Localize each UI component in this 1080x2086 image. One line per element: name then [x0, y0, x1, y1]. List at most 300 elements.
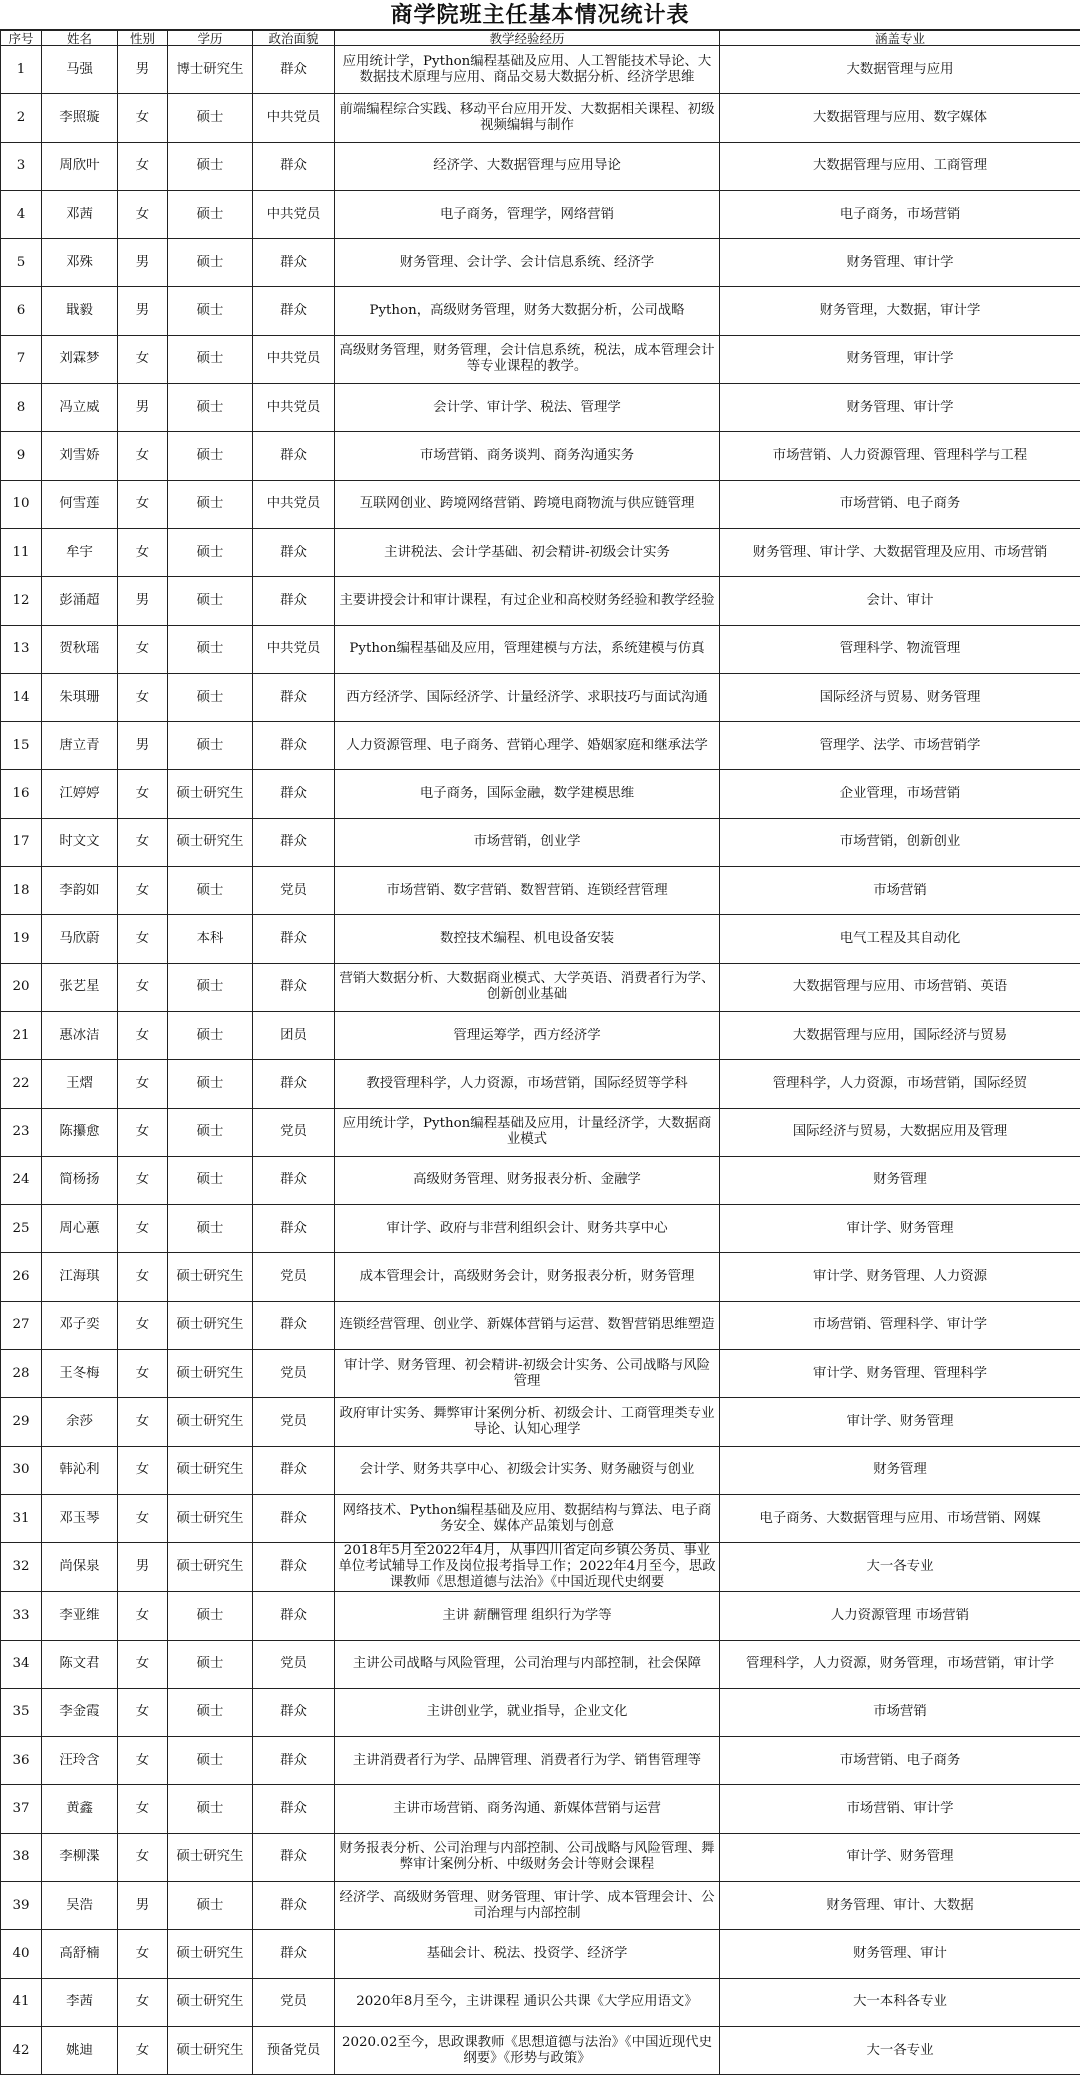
- header-row: [1, 31, 1080, 46]
- cell-teacher-name: [42, 46, 118, 94]
- gender-text: 女: [135, 641, 150, 657]
- cell-teaching-experience: [335, 1060, 720, 1108]
- cell-teacher-name: [42, 94, 118, 142]
- row-number-text: 7: [16, 351, 26, 367]
- teaching-experience-text: 前端编程综合实践、移动平台应用开发、大数据相关课程、初级视频编辑与制作: [339, 101, 715, 133]
- cell-gender: [118, 1108, 168, 1156]
- cell-majors: [720, 1301, 1080, 1349]
- teacher-name-text: 贺秋瑶: [59, 641, 100, 657]
- gender-text: 男: [135, 1897, 150, 1913]
- cell-teacher-name: [42, 1060, 118, 1108]
- education-text: 硕士研究生: [176, 1510, 244, 1526]
- majors-text: 管理科学，人力资源，财务管理，市场营销，审计学: [746, 1656, 1054, 1672]
- cell-majors: [720, 287, 1080, 335]
- teacher-name-text: 唐立青: [59, 737, 100, 753]
- cell-education: [168, 384, 253, 432]
- education-text: 硕士: [196, 1027, 224, 1043]
- gender-text: 女: [135, 1172, 150, 1188]
- teacher-name-text: 李柳渫: [59, 1849, 100, 1865]
- gender-text: 女: [135, 1220, 150, 1236]
- political-status-text: 群众: [280, 1945, 307, 1961]
- row-number-text: 42: [12, 2042, 30, 2058]
- gender-text: 女: [135, 2042, 150, 2058]
- gender-text: 女: [135, 979, 150, 995]
- gender-text: 女: [135, 1365, 150, 1381]
- cell-row-number: [1, 239, 42, 287]
- cell-majors: [720, 46, 1080, 94]
- table-row: [1, 1592, 1080, 1640]
- teaching-experience-text: 审计学、财务管理、初会精讲-初级会计实务、公司战略与风险管理: [343, 1357, 711, 1389]
- teacher-name-text: 李照璇: [59, 109, 100, 125]
- teaching-experience-text: 主讲税法、会计学基础、初会精讲-初级会计实务: [384, 544, 670, 560]
- cell-teacher-name: [42, 1301, 118, 1349]
- cell-majors: [720, 1688, 1080, 1736]
- cell-teaching-experience: [335, 432, 720, 480]
- cell-political-status: [253, 2026, 335, 2074]
- cell-education: [168, 480, 253, 528]
- cell-gender: [118, 1253, 168, 1301]
- row-number-text: 15: [12, 737, 30, 753]
- cell-teaching-experience: [335, 1592, 720, 1640]
- table-row: [1, 1301, 1080, 1349]
- teaching-experience-text: Python编程基础及应用，管理建模与方法，系统建模与仿真: [349, 641, 705, 657]
- cell-gender: [118, 1446, 168, 1494]
- cell-row-number: [1, 577, 42, 625]
- political-status-text: 中共党员: [266, 496, 321, 512]
- cell-teacher-name: [42, 1543, 118, 1592]
- teacher-name-text: 张艺星: [59, 979, 100, 995]
- row-number-text: 9: [16, 448, 26, 464]
- majors-text: 大一各专业: [866, 2042, 934, 2058]
- cell-row-number: [1, 963, 42, 1011]
- cell-row-number: [1, 1543, 42, 1592]
- education-text: 硕士研究生: [176, 1559, 244, 1575]
- majors-text: 大数据管理与应用，国际经济与贸易: [792, 1027, 1008, 1043]
- majors-text: 审计学、财务管理: [846, 1413, 954, 1429]
- cell-majors: [720, 1011, 1080, 1059]
- teaching-experience-text: 主讲公司战略与风险管理，公司治理与内部控制，社会保障: [352, 1656, 702, 1672]
- cell-teaching-experience: [335, 1833, 720, 1881]
- political-status-text: 党员: [280, 1413, 307, 1429]
- gender-text: 男: [135, 303, 150, 319]
- cell-majors: [720, 1205, 1080, 1253]
- cell-majors: [720, 1833, 1080, 1881]
- majors-text: 市场营销: [873, 1704, 927, 1720]
- majors-text: 财务管理，大数据，审计学: [819, 303, 981, 319]
- political-status-text: 群众: [280, 1510, 307, 1526]
- majors-text: 大数据管理与应用: [846, 61, 954, 77]
- cell-education: [168, 1350, 253, 1398]
- cell-majors: [720, 528, 1080, 576]
- row-number-text: 10: [12, 496, 30, 512]
- cell-political-status: [253, 577, 335, 625]
- row-number-text: 8: [16, 399, 26, 415]
- table-row: [1, 818, 1080, 866]
- teacher-name-text: 简杨扬: [59, 1172, 100, 1188]
- cell-gender: [118, 190, 168, 238]
- education-text: 硕士: [196, 351, 224, 367]
- cell-row-number: [1, 1592, 42, 1640]
- table-row: [1, 1785, 1080, 1833]
- majors-text: 大数据管理与应用、数字媒体: [812, 109, 988, 125]
- cell-majors: [720, 1881, 1080, 1929]
- row-number-text: 18: [12, 882, 30, 898]
- cell-political-status: [253, 1688, 335, 1736]
- cell-majors: [720, 1978, 1080, 2026]
- header-majors: 涵盖专业: [720, 31, 1080, 46]
- education-text: 硕士研究生: [176, 1849, 244, 1865]
- majors-text: 电气工程及其自动化: [839, 930, 961, 946]
- cell-majors: [720, 770, 1080, 818]
- table-row: [1, 1253, 1080, 1301]
- teaching-experience-text: 市场营销、数字营销、数智营销、连锁经营管理: [386, 882, 668, 898]
- row-number-text: 4: [16, 206, 26, 222]
- cell-teacher-name: [42, 1253, 118, 1301]
- cell-teaching-experience: [335, 528, 720, 576]
- row-number-text: 27: [12, 1317, 30, 1333]
- cell-gender: [118, 1060, 168, 1108]
- education-text: 硕士: [196, 206, 224, 222]
- cell-gender: [118, 239, 168, 287]
- cell-political-status: [253, 1881, 335, 1929]
- cell-row-number: [1, 2026, 42, 2074]
- political-status-text: 群众: [280, 254, 307, 270]
- majors-text: 财务管理: [873, 1462, 927, 1478]
- cell-education: [168, 1930, 253, 1978]
- cell-row-number: [1, 480, 42, 528]
- political-status-text: 群众: [280, 930, 307, 946]
- cell-teaching-experience: [335, 1350, 720, 1398]
- cell-gender: [118, 818, 168, 866]
- majors-text: 管理科学，人力资源，市场营销，国际经贸: [772, 1075, 1028, 1091]
- cell-teacher-name: [42, 287, 118, 335]
- cell-row-number: [1, 94, 42, 142]
- teacher-name-text: 牟宇: [66, 544, 93, 560]
- teacher-name-text: 高舒楠: [59, 1945, 100, 1961]
- cell-political-status: [253, 867, 335, 915]
- gender-text: 女: [135, 496, 150, 512]
- cell-gender: [118, 335, 168, 383]
- cell-education: [168, 528, 253, 576]
- political-status-text: 中共党员: [266, 206, 321, 222]
- cell-majors: [720, 625, 1080, 673]
- cell-majors: [720, 239, 1080, 287]
- cell-row-number: [1, 770, 42, 818]
- row-number-text: 34: [12, 1656, 30, 1672]
- majors-text: 财务管理、审计: [853, 1945, 947, 1961]
- table-row: [1, 1688, 1080, 1736]
- teaching-experience-text: 成本管理会计，高级财务会计，财务报表分析，财务管理: [359, 1269, 695, 1285]
- row-number-text: 38: [12, 1849, 30, 1865]
- education-text: 硕士: [196, 1752, 224, 1768]
- cell-row-number: [1, 142, 42, 190]
- cell-teaching-experience: [335, 577, 720, 625]
- cell-teaching-experience: [335, 1494, 720, 1542]
- cell-gender: [118, 94, 168, 142]
- cell-political-status: [253, 1060, 335, 1108]
- teacher-name-text: 汪玲含: [59, 1752, 100, 1768]
- cell-row-number: [1, 1446, 42, 1494]
- row-number-text: 14: [12, 689, 30, 705]
- cell-gender: [118, 1737, 168, 1785]
- teacher-name-text: 李亚维: [59, 1607, 100, 1623]
- political-status-text: 群众: [280, 61, 307, 77]
- cell-teacher-name: [42, 1108, 118, 1156]
- row-number-text: 35: [12, 1704, 30, 1720]
- education-text: 硕士研究生: [176, 1317, 244, 1333]
- table-row: [1, 963, 1080, 1011]
- education-text: 硕士: [196, 303, 224, 319]
- gender-text: 男: [135, 592, 150, 608]
- row-number-text: 33: [12, 1607, 30, 1623]
- cell-row-number: [1, 915, 42, 963]
- political-status-text: 党员: [280, 1269, 307, 1285]
- cell-teaching-experience: [335, 770, 720, 818]
- cell-row-number: [1, 1060, 42, 1108]
- education-text: 硕士: [196, 592, 224, 608]
- cell-teacher-name: [42, 577, 118, 625]
- cell-teaching-experience: [335, 142, 720, 190]
- cell-teaching-experience: [335, 1688, 720, 1736]
- political-status-text: 预备党员: [266, 2042, 321, 2058]
- cell-political-status: [253, 1446, 335, 1494]
- cell-row-number: [1, 1978, 42, 2026]
- cell-political-status: [253, 335, 335, 383]
- gender-text: 女: [135, 206, 150, 222]
- teacher-name-text: 邓玉琴: [59, 1510, 100, 1526]
- cell-majors: [720, 432, 1080, 480]
- teacher-name-text: 刘雪娇: [59, 448, 100, 464]
- cell-majors: [720, 1930, 1080, 1978]
- cell-teacher-name: [42, 1978, 118, 2026]
- gender-text: 女: [135, 1704, 150, 1720]
- teacher-name-text: 惠冰洁: [59, 1027, 100, 1043]
- cell-teacher-name: [42, 480, 118, 528]
- cell-majors: [720, 1350, 1080, 1398]
- gender-text: 女: [135, 689, 150, 705]
- header-education: 学历: [168, 31, 253, 46]
- teacher-name-text: 余莎: [66, 1413, 93, 1429]
- political-status-text: 群众: [280, 1607, 307, 1623]
- gender-text: 女: [135, 109, 150, 125]
- cell-political-status: [253, 1785, 335, 1833]
- cell-teaching-experience: [335, 722, 720, 770]
- cell-row-number: [1, 1881, 42, 1929]
- cell-majors: [720, 1253, 1080, 1301]
- cell-political-status: [253, 1108, 335, 1156]
- education-text: 硕士: [196, 689, 224, 705]
- cell-political-status: [253, 963, 335, 1011]
- cell-teacher-name: [42, 1494, 118, 1542]
- cell-teaching-experience: [335, 1398, 720, 1446]
- education-text: 硕士研究生: [176, 834, 244, 850]
- table-row: [1, 915, 1080, 963]
- cell-row-number: [1, 1108, 42, 1156]
- teaching-experience-text: 政府审计实务、舞弊审计案例分析、初级会计、工商管理类专业导论、认知心理学: [339, 1405, 715, 1437]
- majors-text: 大数据管理与应用、工商管理: [812, 158, 988, 174]
- political-status-text: 群众: [280, 303, 307, 319]
- teaching-experience-text: 会计学、审计学、税法、管理学: [433, 399, 621, 415]
- cell-teacher-name: [42, 1398, 118, 1446]
- gender-text: 男: [135, 399, 150, 415]
- cell-gender: [118, 1833, 168, 1881]
- cell-gender: [118, 1688, 168, 1736]
- cell-education: [168, 1785, 253, 1833]
- teacher-name-text: 朱琪珊: [59, 689, 100, 705]
- cell-education: [168, 1494, 253, 1542]
- teacher-name-text: 时文文: [59, 834, 100, 850]
- cell-education: [168, 770, 253, 818]
- cell-teacher-name: [42, 1737, 118, 1785]
- education-text: 硕士: [196, 158, 224, 174]
- education-text: 硕士研究生: [176, 1945, 244, 1961]
- cell-row-number: [1, 1688, 42, 1736]
- cell-teaching-experience: [335, 1011, 720, 1059]
- education-text: 硕士: [196, 496, 224, 512]
- cell-political-status: [253, 1011, 335, 1059]
- table-row: [1, 528, 1080, 576]
- political-status-text: 团员: [280, 1027, 307, 1043]
- cell-gender: [118, 1205, 168, 1253]
- cell-gender: [118, 673, 168, 721]
- majors-text: 审计学、财务管理、管理科学: [812, 1365, 988, 1381]
- cell-teaching-experience: [335, 1156, 720, 1204]
- cell-majors: [720, 190, 1080, 238]
- cell-row-number: [1, 1398, 42, 1446]
- cell-teacher-name: [42, 1833, 118, 1881]
- teacher-name-text: 冯立威: [59, 399, 100, 415]
- gender-text: 女: [135, 544, 150, 560]
- teaching-experience-text: 经济学、高级财务管理、财务管理、审计学、成本管理会计、公司治理与内部控制: [339, 1889, 715, 1921]
- teaching-experience-text: 营销大数据分析、大数据商业模式、大学英语、消费者行为学、创新创业基础: [339, 971, 715, 1003]
- education-text: 硕士: [196, 641, 224, 657]
- row-number-text: 16: [12, 786, 30, 802]
- cell-teacher-name: [42, 1156, 118, 1204]
- cell-education: [168, 915, 253, 963]
- cell-majors: [720, 1446, 1080, 1494]
- cell-education: [168, 2026, 253, 2074]
- cell-education: [168, 239, 253, 287]
- majors-text: 审计学、财务管理: [846, 1220, 954, 1236]
- cell-gender: [118, 432, 168, 480]
- majors-text: 财务管理、审计学: [846, 399, 954, 415]
- political-status-text: 中共党员: [266, 109, 321, 125]
- gender-text: 男: [135, 1559, 150, 1575]
- majors-text: 大数据管理与应用、市场营销、英语: [792, 979, 1008, 995]
- cell-teaching-experience: [335, 1978, 720, 2026]
- cell-teaching-experience: [335, 384, 720, 432]
- table-row: [1, 722, 1080, 770]
- cell-row-number: [1, 1350, 42, 1398]
- row-number-text: 30: [12, 1462, 30, 1478]
- cell-teaching-experience: [335, 1785, 720, 1833]
- cell-education: [168, 1301, 253, 1349]
- cell-political-status: [253, 1978, 335, 2026]
- education-text: 硕士: [196, 399, 224, 415]
- political-status-text: 群众: [280, 1075, 307, 1091]
- row-number-text: 41: [12, 1994, 30, 2010]
- political-status-text: 群众: [280, 1897, 307, 1913]
- table-row: [1, 335, 1080, 383]
- gender-text: 女: [135, 834, 150, 850]
- majors-text: 市场营销、管理科学、审计学: [812, 1317, 988, 1333]
- cell-majors: [720, 1494, 1080, 1542]
- teacher-name-text: 陈攥愈: [59, 1124, 100, 1140]
- teacher-name-text: 邓茜: [66, 206, 93, 222]
- cell-row-number: [1, 528, 42, 576]
- majors-text: 审计学、财务管理: [846, 1849, 954, 1865]
- cell-gender: [118, 384, 168, 432]
- cell-gender: [118, 1156, 168, 1204]
- education-text: 硕士研究生: [176, 1365, 244, 1381]
- political-status-text: 群众: [280, 544, 307, 560]
- cell-majors: [720, 1785, 1080, 1833]
- education-text: 硕士: [196, 1220, 224, 1236]
- political-status-text: 群众: [280, 1317, 307, 1333]
- cell-political-status: [253, 384, 335, 432]
- cell-teaching-experience: [335, 1205, 720, 1253]
- education-text: 硕士研究生: [176, 1269, 244, 1285]
- cell-teacher-name: [42, 1446, 118, 1494]
- cell-teaching-experience: [335, 190, 720, 238]
- cell-gender: [118, 625, 168, 673]
- education-text: 硕士研究生: [176, 786, 244, 802]
- cell-political-status: [253, 142, 335, 190]
- cell-education: [168, 625, 253, 673]
- political-status-text: 群众: [280, 1559, 307, 1575]
- majors-text: 财务管理，审计学: [846, 351, 954, 367]
- cell-gender: [118, 867, 168, 915]
- cell-education: [168, 335, 253, 383]
- cell-political-status: [253, 190, 335, 238]
- teacher-name-text: 江婷婷: [59, 786, 100, 802]
- cell-teaching-experience: [335, 335, 720, 383]
- row-number-text: 39: [12, 1897, 30, 1913]
- table-row: [1, 239, 1080, 287]
- cell-row-number: [1, 867, 42, 915]
- row-number-text: 11: [12, 544, 30, 560]
- cell-row-number: [1, 1640, 42, 1688]
- teaching-experience-text: 2018年5月至2022年4月，从事四川省定向乡镇公务员、事业单位考试辅导工作及岗位报考指导工作；2022年4月至今，思政课教师《思想道德与法治》《中国近现代史纲要: [338, 1543, 716, 1591]
- cell-teaching-experience: [335, 1543, 720, 1592]
- cell-education: [168, 1156, 253, 1204]
- row-number-text: 32: [12, 1559, 30, 1575]
- teaching-experience-text: 审计学、政府与非营利组织会计、财务共享中心: [386, 1220, 668, 1236]
- header-gender: 性别: [118, 31, 168, 46]
- cell-political-status: [253, 1398, 335, 1446]
- gender-text: 女: [135, 1656, 150, 1672]
- cell-teacher-name: [42, 770, 118, 818]
- cell-teaching-experience: [335, 1253, 720, 1301]
- gender-text: 女: [135, 1945, 150, 1961]
- cell-gender: [118, 915, 168, 963]
- teaching-experience-text: 应用统计学，Python编程基础及应用，计量经济学，大数据商业模式: [342, 1116, 712, 1148]
- row-number-text: 19: [12, 930, 30, 946]
- table-row: [1, 1543, 1080, 1592]
- cell-majors: [720, 335, 1080, 383]
- majors-text: 市场营销、电子商务: [839, 1752, 961, 1768]
- cell-teaching-experience: [335, 625, 720, 673]
- table-row: [1, 673, 1080, 721]
- cell-teacher-name: [42, 963, 118, 1011]
- table-row: [1, 142, 1080, 190]
- teaching-experience-text: 主讲 薪酬管理 组织行为学等: [442, 1607, 612, 1623]
- political-status-text: 中共党员: [266, 641, 321, 657]
- cell-row-number: [1, 287, 42, 335]
- gender-text: 女: [135, 1269, 150, 1285]
- cell-row-number: [1, 384, 42, 432]
- table-row: [1, 1011, 1080, 1059]
